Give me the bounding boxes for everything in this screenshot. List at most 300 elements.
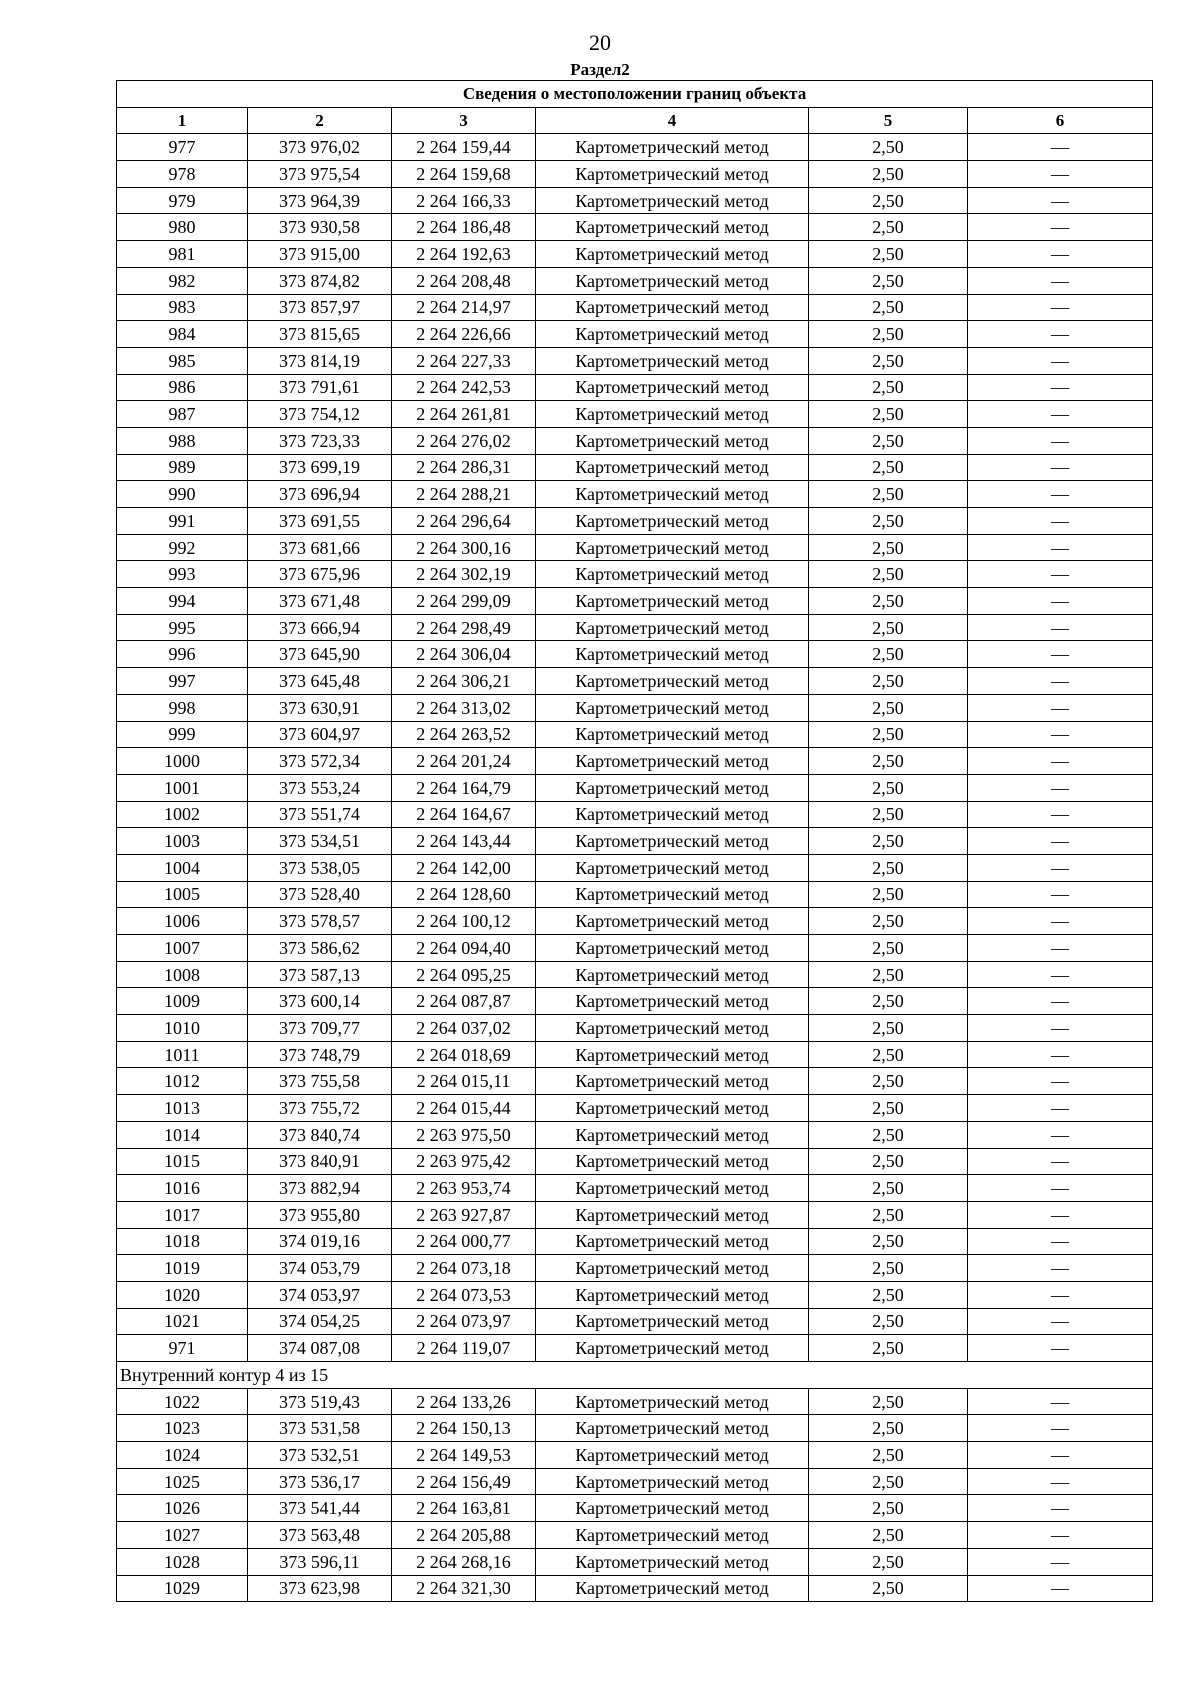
table-row <box>117 294 1153 321</box>
table-cell: Картометрический метод <box>536 774 809 801</box>
table-cell: Картометрический метод <box>536 908 809 935</box>
table-cell: Картометрический метод <box>536 1015 809 1042</box>
table-cell: — <box>968 481 1153 508</box>
table-cell: — <box>968 1015 1153 1042</box>
table-cell: 373 541,44 <box>248 1495 392 1522</box>
table-row <box>117 721 1153 748</box>
table-cell: 2,50 <box>809 935 968 962</box>
table-cell: 2 264 226,66 <box>392 321 536 348</box>
table-cell: 373 645,48 <box>248 668 392 695</box>
section-title: Раздел2 <box>570 60 630 79</box>
table-cell: 2 264 300,16 <box>392 534 536 561</box>
table-row <box>117 1068 1153 1095</box>
table-cell: 373 666,94 <box>248 614 392 641</box>
table-cell: 1018 <box>117 1228 248 1255</box>
table-cell: 989 <box>117 454 248 481</box>
table-cell: 373 755,58 <box>248 1068 392 1095</box>
table-cell: 1002 <box>117 801 248 828</box>
table-cell: 2,50 <box>809 854 968 881</box>
table-cell: 2,50 <box>809 1442 968 1469</box>
table-row <box>117 1015 1153 1042</box>
table-cell: 995 <box>117 614 248 641</box>
table-cell: Картометрический метод <box>536 614 809 641</box>
column-header: 6 <box>968 107 1153 134</box>
table-cell: 373 699,19 <box>248 454 392 481</box>
table-cell: 2 264 128,60 <box>392 881 536 908</box>
table-cell: Картометрический метод <box>536 668 809 695</box>
table-cell: — <box>968 347 1153 374</box>
table-cell: Картометрический метод <box>536 961 809 988</box>
table-cell: 2,50 <box>809 1175 968 1202</box>
table-cell: 985 <box>117 347 248 374</box>
table-cell: 2,50 <box>809 454 968 481</box>
table-cell: 373 531,58 <box>248 1415 392 1442</box>
table-cell: — <box>968 668 1153 695</box>
table-cell: Картометрический метод <box>536 1228 809 1255</box>
table-cell: — <box>968 1468 1153 1495</box>
table-cell: 2,50 <box>809 1335 968 1362</box>
table-cell: 373 538,05 <box>248 854 392 881</box>
table-cell: 2,50 <box>809 961 968 988</box>
table-cell: 1023 <box>117 1415 248 1442</box>
table-caption-row <box>117 81 1153 108</box>
table-cell: Картометрический метод <box>536 1442 809 1469</box>
table-cell: 2 264 276,02 <box>392 427 536 454</box>
table-cell: 1001 <box>117 774 248 801</box>
table-cell: 2,50 <box>809 801 968 828</box>
table-row <box>117 481 1153 508</box>
table-row <box>117 1148 1153 1175</box>
table-cell: Картометрический метод <box>536 988 809 1015</box>
table-cell: 2,50 <box>809 134 968 161</box>
column-header: 1 <box>117 107 248 134</box>
table-cell: 2,50 <box>809 561 968 588</box>
table-row <box>117 1228 1153 1255</box>
table-cell: Картометрический метод <box>536 134 809 161</box>
table-cell: Картометрический метод <box>536 508 809 535</box>
table-cell: 2,50 <box>809 614 968 641</box>
table-cell: 993 <box>117 561 248 588</box>
table-cell: 1025 <box>117 1468 248 1495</box>
table-row <box>117 1201 1153 1228</box>
table-cell: Картометрический метод <box>536 748 809 775</box>
table-cell: 2 264 263,52 <box>392 721 536 748</box>
table-cell: 373 675,96 <box>248 561 392 588</box>
table-cell: 2 264 208,48 <box>392 267 536 294</box>
table-cell: 999 <box>117 721 248 748</box>
table-cell: 2,50 <box>809 481 968 508</box>
table-cell: 2 264 094,40 <box>392 935 536 962</box>
table-cell: 991 <box>117 508 248 535</box>
table-cell: 373 882,94 <box>248 1175 392 1202</box>
table-cell: — <box>968 1415 1153 1442</box>
table-cell: 373 532,51 <box>248 1442 392 1469</box>
table-row <box>117 614 1153 641</box>
table-row <box>117 588 1153 615</box>
table-cell: 373 748,79 <box>248 1041 392 1068</box>
table-cell: 1011 <box>117 1041 248 1068</box>
table-row <box>117 1415 1153 1442</box>
table-cell: — <box>968 854 1153 881</box>
table-cell: 2 264 015,44 <box>392 1095 536 1122</box>
table-cell: 373 600,14 <box>248 988 392 1015</box>
table-cell: 1005 <box>117 881 248 908</box>
table-cell: 2,50 <box>809 187 968 214</box>
table-cell: 2 264 296,64 <box>392 508 536 535</box>
table-cell: 2 264 299,09 <box>392 588 536 615</box>
table-cell: 1000 <box>117 748 248 775</box>
contour-label-row <box>117 1362 1153 1389</box>
table-cell: 984 <box>117 321 248 348</box>
table-cell: 998 <box>117 694 248 721</box>
boundary-coordinates-table <box>116 80 1153 1602</box>
table-cell: 2,50 <box>809 161 968 188</box>
table-cell: 1010 <box>117 1015 248 1042</box>
table-cell: — <box>968 1522 1153 1549</box>
table-row <box>117 961 1153 988</box>
table-cell: Картометрический метод <box>536 694 809 721</box>
table-cell: — <box>968 641 1153 668</box>
table-cell: Картометрический метод <box>536 454 809 481</box>
table-cell: 374 053,79 <box>248 1255 392 1282</box>
table-cell: 2,50 <box>809 427 968 454</box>
table-cell: 982 <box>117 267 248 294</box>
table-cell: 2,50 <box>809 748 968 775</box>
table-cell: 1028 <box>117 1548 248 1575</box>
table-cell: 2,50 <box>809 721 968 748</box>
table-cell: Картометрический метод <box>536 1121 809 1148</box>
table-cell: 373 723,33 <box>248 427 392 454</box>
table-cell: 2 264 313,02 <box>392 694 536 721</box>
table-row <box>117 881 1153 908</box>
table-header-row <box>117 107 1153 134</box>
table-cell: Картометрический метод <box>536 1468 809 1495</box>
table-cell: 2 264 268,16 <box>392 1548 536 1575</box>
table-cell: 2,50 <box>809 1415 968 1442</box>
table-cell: 2,50 <box>809 1015 968 1042</box>
table-row <box>117 801 1153 828</box>
table-cell: 2 264 073,97 <box>392 1308 536 1335</box>
table-cell: 992 <box>117 534 248 561</box>
table-cell: — <box>968 988 1153 1015</box>
table-cell: 374 053,97 <box>248 1281 392 1308</box>
table-cell: — <box>968 935 1153 962</box>
table-cell: — <box>968 1335 1153 1362</box>
column-header: 4 <box>536 107 809 134</box>
table-row <box>117 454 1153 481</box>
table-cell: Картометрический метод <box>536 854 809 881</box>
table-row <box>117 1575 1153 1602</box>
table-cell: 2,50 <box>809 1495 968 1522</box>
table-cell: 373 814,19 <box>248 347 392 374</box>
table-cell: 2 263 975,50 <box>392 1121 536 1148</box>
table-cell: 2 264 214,97 <box>392 294 536 321</box>
table-cell: — <box>968 1442 1153 1469</box>
table-cell: 2,50 <box>809 1522 968 1549</box>
table-cell: 373 623,98 <box>248 1575 392 1602</box>
table-cell: Картометрический метод <box>536 1148 809 1175</box>
table-cell: 2,50 <box>809 1281 968 1308</box>
table-cell: 2,50 <box>809 641 968 668</box>
table-row <box>117 267 1153 294</box>
table-cell: Картометрический метод <box>536 1041 809 1068</box>
table-cell: Картометрический метод <box>536 1095 809 1122</box>
table-cell: 2 264 205,88 <box>392 1522 536 1549</box>
table-cell: 373 536,17 <box>248 1468 392 1495</box>
table-cell: 373 840,74 <box>248 1121 392 1148</box>
table-cell: 2,50 <box>809 347 968 374</box>
table-cell: 2 264 159,68 <box>392 161 536 188</box>
table-cell: 2 264 087,87 <box>392 988 536 1015</box>
table-cell: Картометрический метод <box>536 481 809 508</box>
table-cell: 2 263 975,42 <box>392 1148 536 1175</box>
table-cell: 373 587,13 <box>248 961 392 988</box>
table-cell: Картометрический метод <box>536 267 809 294</box>
table-cell: 2,50 <box>809 1201 968 1228</box>
table-row <box>117 241 1153 268</box>
table-cell: — <box>968 214 1153 241</box>
table-cell: — <box>968 1308 1153 1335</box>
table-cell: 373 604,97 <box>248 721 392 748</box>
table-cell: 1013 <box>117 1095 248 1122</box>
table-cell: 2 264 288,21 <box>392 481 536 508</box>
table-cell: Картометрический метод <box>536 294 809 321</box>
table-row <box>117 935 1153 962</box>
table-cell: Картометрический метод <box>536 1308 809 1335</box>
table-row <box>117 1388 1153 1415</box>
table-cell: — <box>968 1575 1153 1602</box>
table-cell: 373 553,24 <box>248 774 392 801</box>
table-cell: Картометрический метод <box>536 401 809 428</box>
table-cell: — <box>968 134 1153 161</box>
table-cell: 2,50 <box>809 1148 968 1175</box>
table-cell: 2 264 149,53 <box>392 1442 536 1469</box>
table-cell: — <box>968 1175 1153 1202</box>
table-row <box>117 427 1153 454</box>
table-cell: 2,50 <box>809 908 968 935</box>
table-cell: Картометрический метод <box>536 721 809 748</box>
table-cell: 1007 <box>117 935 248 962</box>
table-cell: 1003 <box>117 828 248 855</box>
table-cell: 2,50 <box>809 694 968 721</box>
table-cell: 373 754,12 <box>248 401 392 428</box>
table-cell: 2 264 164,67 <box>392 801 536 828</box>
table-cell: — <box>968 508 1153 535</box>
table-cell: 2,50 <box>809 294 968 321</box>
table-row <box>117 347 1153 374</box>
table-cell: Картометрический метод <box>536 1335 809 1362</box>
table-cell: 373 709,77 <box>248 1015 392 1042</box>
table-cell: 2 264 164,79 <box>392 774 536 801</box>
table-cell: 373 874,82 <box>248 267 392 294</box>
table-cell: Картометрический метод <box>536 321 809 348</box>
table-cell: — <box>968 1095 1153 1122</box>
table-cell: 2 264 095,25 <box>392 961 536 988</box>
table-cell: 2 263 953,74 <box>392 1175 536 1202</box>
table-cell: 2,50 <box>809 1228 968 1255</box>
table-cell: 1026 <box>117 1495 248 1522</box>
table-cell: 1024 <box>117 1442 248 1469</box>
table-cell: 988 <box>117 427 248 454</box>
table-cell: 1021 <box>117 1308 248 1335</box>
table-cell: 1012 <box>117 1068 248 1095</box>
table-cell: Картометрический метод <box>536 214 809 241</box>
table-cell: — <box>968 241 1153 268</box>
table-cell: 2 264 159,44 <box>392 134 536 161</box>
table-cell: 373 930,58 <box>248 214 392 241</box>
table-cell: 2 264 133,26 <box>392 1388 536 1415</box>
table-cell: 2,50 <box>809 774 968 801</box>
table-cell: Картометрический метод <box>536 161 809 188</box>
table-cell: 2 264 015,11 <box>392 1068 536 1095</box>
table-cell: 1015 <box>117 1148 248 1175</box>
table-cell: 2,50 <box>809 668 968 695</box>
table-row <box>117 908 1153 935</box>
table-cell: — <box>968 588 1153 615</box>
table-cell: — <box>968 828 1153 855</box>
table-cell: 2,50 <box>809 374 968 401</box>
table-cell: 980 <box>117 214 248 241</box>
table-row <box>117 1548 1153 1575</box>
table-row <box>117 508 1153 535</box>
table-cell: 1027 <box>117 1522 248 1549</box>
table-cell: Картометрический метод <box>536 427 809 454</box>
table-cell: Картометрический метод <box>536 1522 809 1549</box>
table-cell: Картометрический метод <box>536 935 809 962</box>
table-cell: Картометрический метод <box>536 641 809 668</box>
table-cell: 1009 <box>117 988 248 1015</box>
table-cell: Картометрический метод <box>536 1255 809 1282</box>
table-cell: 2 263 927,87 <box>392 1201 536 1228</box>
table-cell: 2 264 227,33 <box>392 347 536 374</box>
table-row <box>117 1175 1153 1202</box>
table-row <box>117 1442 1153 1469</box>
table-cell: 990 <box>117 481 248 508</box>
table-cell: 373 857,97 <box>248 294 392 321</box>
table-row <box>117 1095 1153 1122</box>
table-row <box>117 1121 1153 1148</box>
table-cell: 373 915,00 <box>248 241 392 268</box>
table-row <box>117 534 1153 561</box>
table-cell: 2 264 302,19 <box>392 561 536 588</box>
table-cell: 1029 <box>117 1575 248 1602</box>
table-cell: 2,50 <box>809 1575 968 1602</box>
table-cell: 2 264 166,33 <box>392 187 536 214</box>
table-cell: 2 264 150,13 <box>392 1415 536 1442</box>
table-cell: — <box>968 961 1153 988</box>
table-cell: 373 645,90 <box>248 641 392 668</box>
table-row <box>117 561 1153 588</box>
table-cell: 1017 <box>117 1201 248 1228</box>
table-cell: 2,50 <box>809 881 968 908</box>
table-row <box>117 694 1153 721</box>
table-cell: — <box>968 1068 1153 1095</box>
table-cell: — <box>968 427 1153 454</box>
table-cell: — <box>968 187 1153 214</box>
table-cell: 2 264 119,07 <box>392 1335 536 1362</box>
table-row <box>117 641 1153 668</box>
table-row <box>117 134 1153 161</box>
table-row <box>117 774 1153 801</box>
table-cell: 373 671,48 <box>248 588 392 615</box>
table-cell: 373 528,40 <box>248 881 392 908</box>
table-cell: Картометрический метод <box>536 1388 809 1415</box>
table-row <box>117 401 1153 428</box>
table-cell: 2,50 <box>809 1095 968 1122</box>
table-cell: — <box>968 748 1153 775</box>
table-cell: 373 696,94 <box>248 481 392 508</box>
table-cell: 2,50 <box>809 267 968 294</box>
table-cell: 1008 <box>117 961 248 988</box>
table-cell: — <box>968 321 1153 348</box>
table-cell: 2,50 <box>809 1068 968 1095</box>
table-cell: 2,50 <box>809 588 968 615</box>
table-row <box>117 1281 1153 1308</box>
table-cell: — <box>968 1201 1153 1228</box>
table-cell: 996 <box>117 641 248 668</box>
table-row <box>117 828 1153 855</box>
table-cell: 373 791,61 <box>248 374 392 401</box>
table-cell: 2,50 <box>809 828 968 855</box>
table-cell: 1022 <box>117 1388 248 1415</box>
table-cell: 978 <box>117 161 248 188</box>
table-cell: 971 <box>117 1335 248 1362</box>
table-cell: — <box>968 1255 1153 1282</box>
table-row <box>117 1308 1153 1335</box>
table-cell: 2,50 <box>809 508 968 535</box>
table-cell: Картометрический метод <box>536 1175 809 1202</box>
table-cell: 373 578,57 <box>248 908 392 935</box>
table-cell: — <box>968 614 1153 641</box>
table-cell: 373 975,54 <box>248 161 392 188</box>
table-cell: 2,50 <box>809 241 968 268</box>
table-cell: 2,50 <box>809 321 968 348</box>
table-cell: 2 264 018,69 <box>392 1041 536 1068</box>
table-cell: — <box>968 908 1153 935</box>
table-cell: 373 551,74 <box>248 801 392 828</box>
table-caption: Сведения о местоположении границ объекта <box>117 81 1153 108</box>
table-cell: 374 087,08 <box>248 1335 392 1362</box>
table-cell: Картометрический метод <box>536 187 809 214</box>
table-row <box>117 321 1153 348</box>
table-cell: 373 596,11 <box>248 1548 392 1575</box>
table-cell: 2,50 <box>809 1308 968 1335</box>
table-cell: Картометрический метод <box>536 881 809 908</box>
table-row <box>117 988 1153 1015</box>
table-cell: 373 586,62 <box>248 935 392 962</box>
table-cell: — <box>968 267 1153 294</box>
table-cell: — <box>968 454 1153 481</box>
table-cell: — <box>968 374 1153 401</box>
table-cell: 2,50 <box>809 1121 968 1148</box>
table-cell: 2,50 <box>809 988 968 1015</box>
table-cell: 2 264 163,81 <box>392 1495 536 1522</box>
table-cell: 374 019,16 <box>248 1228 392 1255</box>
table-row <box>117 161 1153 188</box>
table-cell: — <box>968 561 1153 588</box>
table-cell: 373 976,02 <box>248 134 392 161</box>
table-cell: Картометрический метод <box>536 561 809 588</box>
table-row <box>117 748 1153 775</box>
table-cell: 994 <box>117 588 248 615</box>
table-cell: Картометрический метод <box>536 374 809 401</box>
table-cell: Картометрический метод <box>536 801 809 828</box>
table-cell: Картометрический метод <box>536 828 809 855</box>
table-cell: 2,50 <box>809 214 968 241</box>
column-header: 2 <box>248 107 392 134</box>
table-cell: — <box>968 1121 1153 1148</box>
table-cell: — <box>968 774 1153 801</box>
